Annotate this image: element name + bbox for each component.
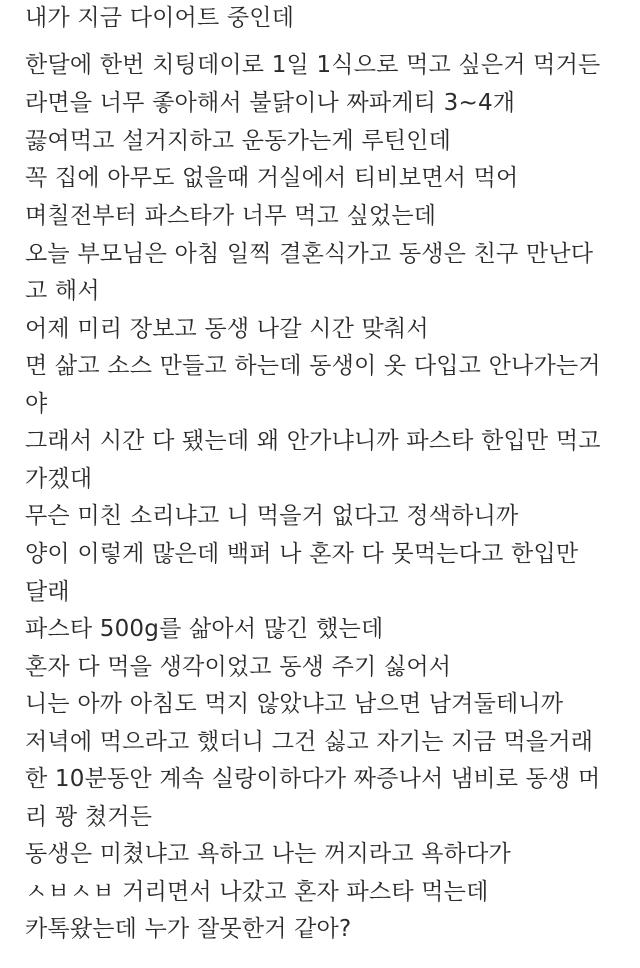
text-line: 라면을 너무 좋아해서 불닭이나 짜파게티 3~4개	[25, 90, 516, 116]
text-line: 야	[25, 391, 48, 417]
text-line: 꼭 집에 아무도 없을때 거실에서 티비보면서 먹어	[25, 165, 519, 191]
text-line: 면 삶고 소스 만들고 하는데 동생이 옷 다입고 안나가는거	[25, 353, 601, 379]
text-line: 동생은 미쳤냐고 욕하고 나는 꺼지라고 욕하다가	[25, 841, 511, 867]
text-line: 저녁에 먹으라고 했더니 그건 싫고 자기는 지금 먹을거래	[25, 729, 594, 755]
text-line: 어제 미리 장보고 동생 나갈 시간 맞춰서	[25, 316, 429, 342]
text-line: 한달에 한번 치팅데이로 1일 1식으로 먹고 싶은거 먹거든	[25, 52, 601, 78]
text-line: 내가 지금 다이어트 중인데	[25, 5, 295, 31]
text-line: 고 해서	[25, 278, 100, 304]
text-line: 양이 이렇게 많은데 백퍼 나 혼자 다 못먹는다고 한입만	[25, 541, 579, 567]
text-line: 그래서 시간 다 됐는데 왜 안가냐니까 파스타 한입만 먹고	[25, 428, 601, 454]
text-line: 혼자 다 먹을 생각이었고 동생 주기 싫어서	[25, 654, 452, 680]
text-line: 끓여먹고 설거지하고 운동가는게 루틴인데	[25, 128, 452, 154]
text-line: 무슨 미친 소리냐고 니 먹을거 없다고 정색하니까	[25, 503, 519, 529]
text-line: 카톡왔는데 누가 잘못한거 같아?	[25, 916, 352, 942]
text-line: 가겠대	[25, 466, 93, 492]
text-line: 며칠전부터 파스타가 너무 먹고 싶었는데	[25, 203, 437, 229]
text-line: 리 꽝 쳤거든	[25, 804, 153, 830]
text-line: 니는 아까 아침도 먹지 않았냐고 남으면 남겨둘테니까	[25, 691, 564, 717]
text-line: ㅅㅂㅅㅂ 거리면서 나갔고 혼자 파스타 먹는데	[25, 879, 489, 905]
text-line: 파스타 500g를 삶아서 많긴 했는데	[25, 616, 384, 642]
text-line: 달래	[25, 579, 70, 605]
text-line: 한 10분동안 계속 실랑이하다가 짜증나서 냄비로 동생 머	[25, 766, 601, 792]
text-line: 오늘 부모님은 아침 일찍 결혼식가고 동생은 친구 만난다	[25, 241, 594, 267]
